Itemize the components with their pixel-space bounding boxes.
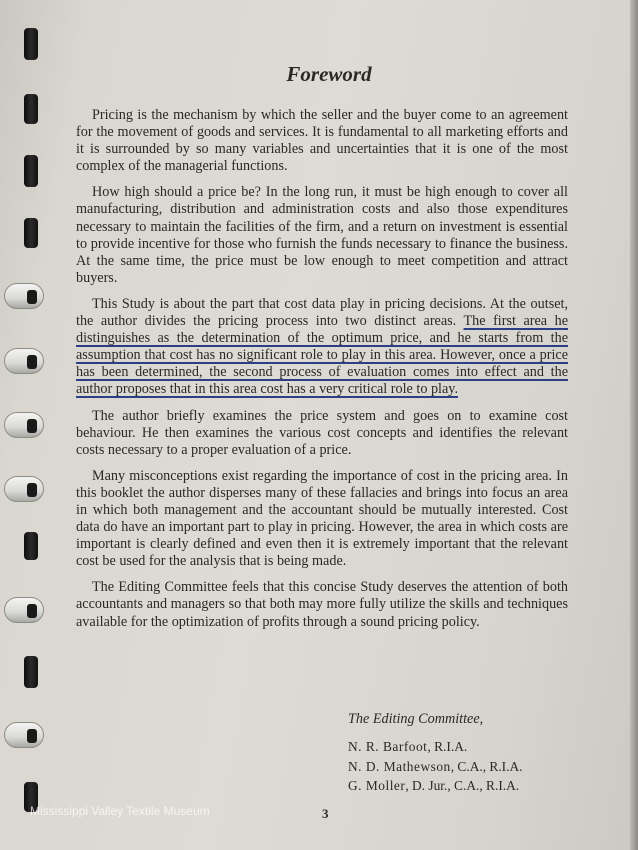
binding-ring bbox=[24, 28, 38, 60]
paragraph-3 bbox=[76, 296, 568, 399]
binding-coil bbox=[4, 722, 44, 748]
signatory-name: N. R. Barfoot bbox=[348, 739, 428, 754]
watermark: Mississippi Valley Textile Museum bbox=[30, 804, 210, 818]
binding-coil bbox=[4, 412, 44, 438]
signatory-credentials: , R.I.A. bbox=[427, 739, 468, 754]
signatory-credentials: , D. Jur., C.A., R.I.A. bbox=[405, 778, 520, 793]
underlined-passage: The first area he distinguishes as the determination of the optimum price, and he starts from the assumption that cost has no significant role to play in this area. However, once a price has been determined, the second process of evaluation comes into effect and the author proposes that in this area cost has a very critical role to play. bbox=[76, 313, 568, 398]
page-number: 3 bbox=[322, 806, 329, 821]
signature-block bbox=[348, 711, 523, 796]
paragraph-1: Pricing is the mechanism by which the seller and the buyer come to an agreement for the movement of goods and services. It is fundamental to all marketing efforts and it is surrounded by so many variables and uncertainties that it is one of the most complex of the managerial functions. bbox=[76, 107, 568, 175]
signatory-name: N. D. Mathewson bbox=[348, 758, 451, 774]
paragraph-6: The Editing Committee feels that this concise Study deserves the attention of both accountants and managers so that both may more fully utilize the skills and techniques available for the optimization of profits through a sound pricing policy. bbox=[76, 579, 568, 630]
signatory bbox=[348, 737, 523, 757]
paragraph-5: Many misconceptions exist regarding the importance of cost in the pricing area. In this booklet the author disperses many of these fallacies and brings into focus an area in which both management and the accountant should be mutually interested. Cost data do have an important part to play in pricing. However, the area in which costs are important is clearly defined and even then it is extremely important that the relevant cost be used for the analysis that is being made. bbox=[76, 467, 568, 570]
paragraph-4: The author briefly examines the price system and goes on to examine cost behaviour. He then examines the various cost concepts and identifies the relevant costs necessary to a proper evaluation of a price. bbox=[76, 407, 568, 458]
paragraph-3-intro: This Study is about the part that cost data play in pricing decisions. At the outset, the author divides the pricing process into two distinct areas. bbox=[76, 295, 568, 330]
spiral-binding bbox=[0, 0, 60, 850]
signatory bbox=[348, 757, 523, 777]
binding-coil bbox=[4, 597, 44, 623]
binding-coil bbox=[4, 476, 44, 502]
paragraph-2: How high should a price be? In the long run, it must be high enough to cover all manufacturing, distribution and administration costs and also those expenditures necessary to maintain the facilities of the firm, and a return on investment is essential to provide incentive for those who furnish the funds necessary to finance the business. At the same time, the price must be low enough to meet competition and attract buyers. bbox=[76, 184, 568, 286]
binding-ring bbox=[24, 94, 38, 124]
signatory bbox=[348, 776, 523, 796]
binding-coil bbox=[4, 348, 44, 374]
page-edge bbox=[630, 0, 638, 850]
signature-committee: The Editing Committee, bbox=[348, 711, 484, 727]
binding-coil bbox=[4, 283, 44, 309]
binding-ring bbox=[24, 532, 38, 560]
page-title: Foreword bbox=[286, 62, 372, 86]
signatory-credentials: , C.A., R.I.A. bbox=[450, 758, 523, 774]
binding-ring bbox=[24, 218, 38, 248]
binding-ring bbox=[24, 656, 38, 688]
foreword-body bbox=[76, 107, 568, 640]
binding-ring bbox=[24, 155, 38, 187]
signatory-name: G. Moller bbox=[348, 778, 406, 793]
